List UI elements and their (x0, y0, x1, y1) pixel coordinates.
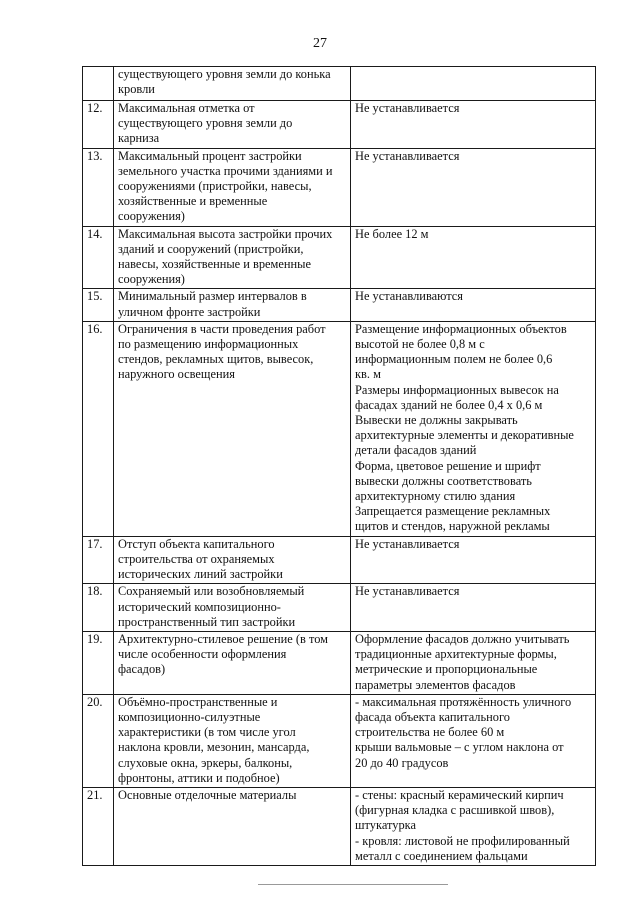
row-number: 13. (83, 148, 114, 226)
table-row (83, 631, 596, 694)
parameter-value: Не устанавливается (351, 148, 596, 226)
parameter-value: - максимальная протяжённость уличного фасада объекта капитального строительства не более 60 м крыши вальмовые – с углом наклона от 20 до 40 градусов (351, 694, 596, 787)
table-row (83, 536, 596, 584)
regulations-table (82, 66, 596, 866)
parameter-name: существующего уровня земли до конька кровли (114, 67, 351, 101)
table-row (83, 101, 596, 149)
parameter-name: Объёмно-пространственные и композиционно-силуэтные характеристики (в том числе угол наклона кровли, мезонин, мансарда, слуховые окна, эркеры, балконы, фронтоны, аттики и подобное) (114, 694, 351, 787)
row-number: 21. (83, 787, 114, 865)
row-number: 12. (83, 101, 114, 149)
parameter-name: Минимальный размер интервалов в уличном фронте застройки (114, 289, 351, 321)
table-row (83, 289, 596, 321)
table-row (83, 321, 596, 536)
parameter-name: Сохраняемый или возобновляемый исторический композиционно- пространственный тип застройки (114, 584, 351, 632)
parameter-value: Не устанавливается (351, 584, 596, 632)
table-row (83, 694, 596, 787)
parameter-value: Не более 12 м (351, 226, 596, 289)
row-number: 17. (83, 536, 114, 584)
row-number: 14. (83, 226, 114, 289)
parameter-value (351, 67, 596, 101)
parameter-value: Не устанавливаются (351, 289, 596, 321)
parameter-name: Максимальная высота застройки прочих зданий и сооружений (пристройки, навесы, хозяйственные и временные сооружения) (114, 226, 351, 289)
row-number: 15. (83, 289, 114, 321)
parameter-name: Максимальная отметка от существующего уровня земли до карниза (114, 101, 351, 149)
table-row (83, 67, 596, 101)
scan-edge-line (258, 884, 448, 885)
parameter-name: Отступ объекта капитального строительства от охраняемых исторических линий застройки (114, 536, 351, 584)
row-number: 20. (83, 694, 114, 787)
row-number: 19. (83, 631, 114, 694)
parameter-value: Размещение информационных объектов высотой не более 0,8 м с информационным полем не более 0,6 кв. м Размеры информационных вывесок на фасадах зданий не более 0,4 х 0,6 м Вывески не должны закрывать архитектурные элементы и декоративные детали фасадов зданий Форма, цветовое решение и шрифт вывески должны соответствовать архитектурному стилю здания Запрещается размещение рекламных щитов и стендов, наружной рекламы (351, 321, 596, 536)
table-row (83, 226, 596, 289)
parameter-name: Основные отделочные материалы (114, 787, 351, 865)
parameter-name: Ограничения в части проведения работ по размещению информационных стендов, рекламных щитов, вывесок, наружного освещения (114, 321, 351, 536)
row-number (83, 67, 114, 101)
row-number: 16. (83, 321, 114, 536)
table-row (83, 148, 596, 226)
parameter-value: Не устанавливается (351, 101, 596, 149)
row-number: 18. (83, 584, 114, 632)
parameter-value: - стены: красный керамический кирпич (фигурная кладка с расшивкой швов), штукатурка - кровля: листовой не профилированный металл с соединением фальцами (351, 787, 596, 865)
parameter-value: Оформление фасадов должно учитывать традиционные архитектурные формы, метрические и пропорциональные параметры элементов фасадов (351, 631, 596, 694)
table-row (83, 584, 596, 632)
parameter-name: Архитектурно-стилевое решение (в том числе особенности оформления фасадов) (114, 631, 351, 694)
page-number: 27 (313, 36, 327, 51)
parameter-name: Максимальный процент застройки земельного участка прочими зданиями и сооружениями (пристройки, навесы, хозяйственные и временные сооружения) (114, 148, 351, 226)
table-row (83, 787, 596, 865)
parameter-value: Не устанавливается (351, 536, 596, 584)
